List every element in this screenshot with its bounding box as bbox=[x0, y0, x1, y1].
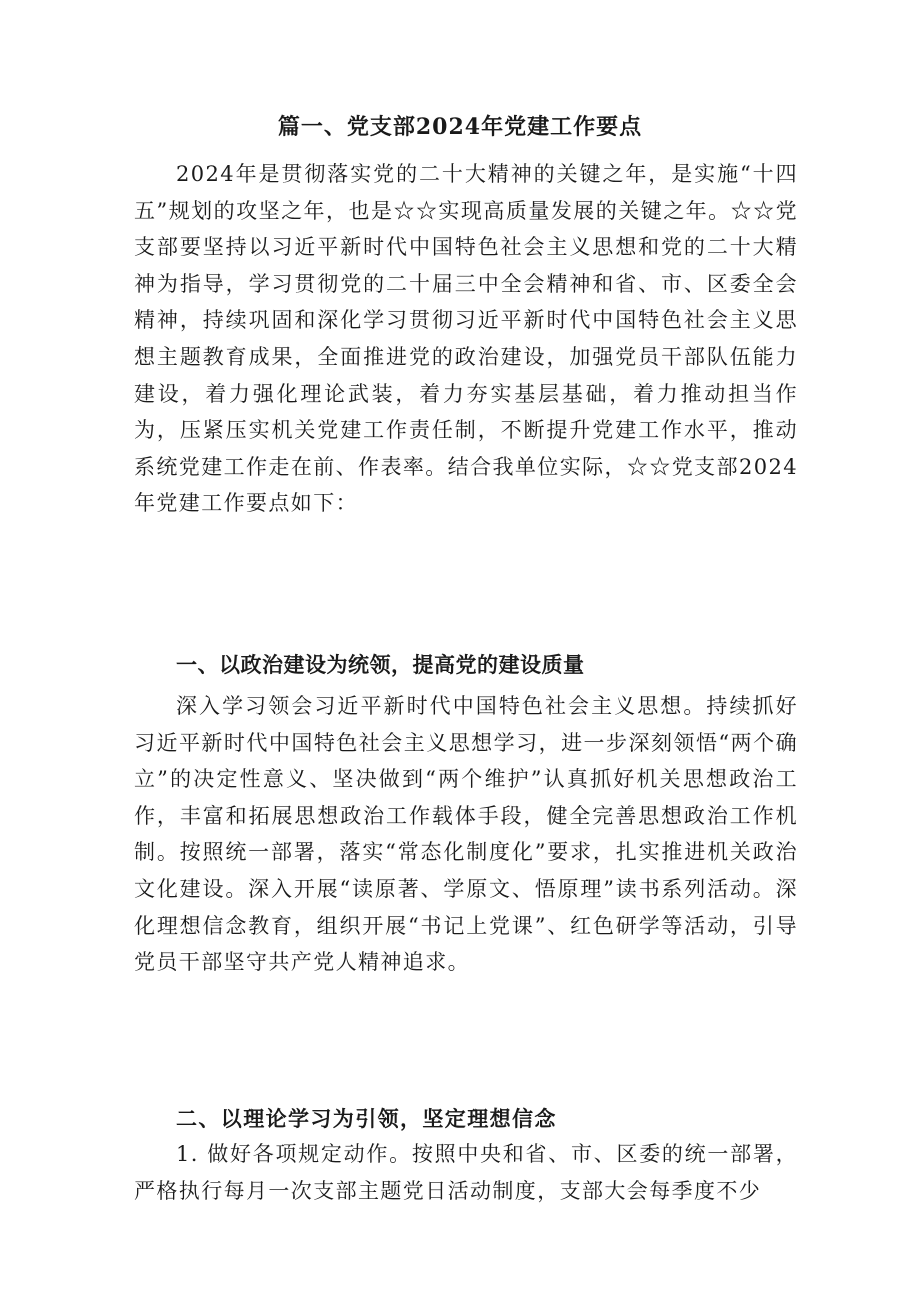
document-title: 篇一、党支部2024年党建工作要点 bbox=[277, 114, 643, 140]
intro-paragraph: 2024年是贯彻落实党的二十大精神的关键之年，是实施“十四五”规划的攻坚之年，也是☆☆实现高质量发展的关键之年。☆☆党支部要坚持以习近平新时代中国特色社会主义思想和党的二十大精神为指导，学习贯彻党的二十届三中全会精神和省、市、区委全会精神，持续巩固和深化学习贯彻习近平新时代中国特色社会主义思想主题教育成果，全面推进党的政治建设，加强党员干部队伍能力建设，着力强化理论武装，着力夯实基层基础，着力推动担当作为，压紧压实机关党建工作责任制，不断提升党建工作水平，推动系统党建工作走在前、作表率。结合我单位实际，☆☆党支部2024年党建工作要点如下： bbox=[134, 162, 798, 516]
section-1-paragraph: 深入学习领会习近平新时代中国特色社会主义思想。持续抓好习近平新时代中国特色社会主义思想学习，进一步深刻领悟“两个确立”的决定性意义、坚决做到“两个维护”认真抓好机关思想政治工作，丰富和拓展思想政治工作载体手段，健全完善思想政治工作机制。按照统一部署，落实“常态化制度化”要求，扎实推进机关政治文化建设。深入开展“读原著、学原文、悟原理”读书系列活动。深化理想信念教育，组织开展“书记上党课”、红色研学等活动，引导党员干部坚守共产党人精神追求。 bbox=[134, 694, 798, 975]
section-2-heading: 二、以理论学习为引领，坚定理想信念 bbox=[176, 1106, 557, 1131]
section-2-paragraph: 1. 做好各项规定动作。按照中央和省、市、区委的统一部署，严格执行每月一次支部主题党日活动制度，支部大会每季度不少 bbox=[134, 1142, 798, 1203]
section-1-heading: 一、以政治建设为统领，提高党的建设质量 bbox=[176, 653, 585, 677]
